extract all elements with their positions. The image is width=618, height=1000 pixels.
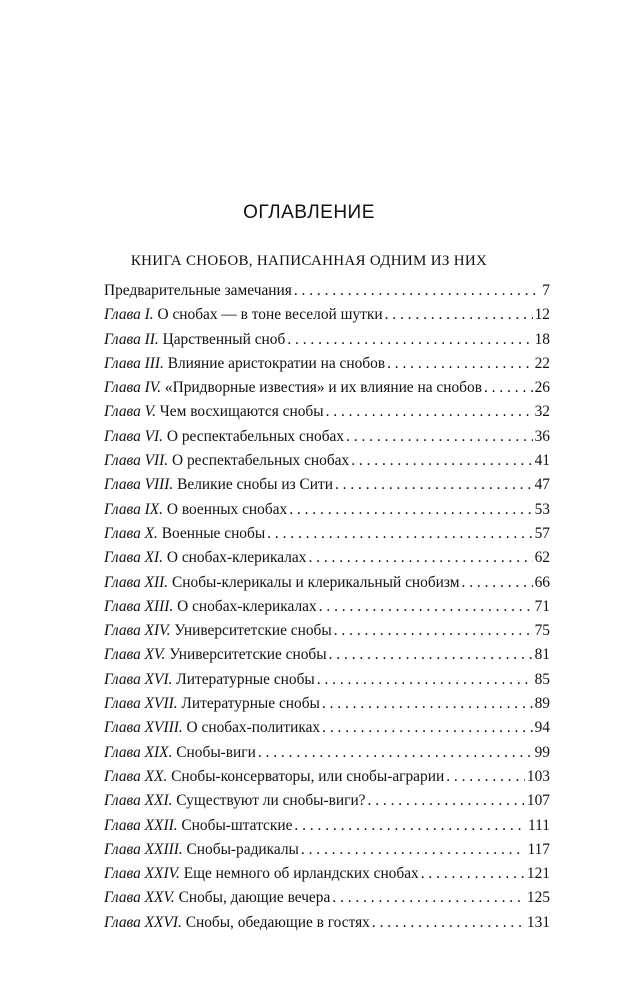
chapter-title: Великие снобы из Сити <box>177 476 333 494</box>
chapter-title: Снобы-радикалы <box>186 840 299 858</box>
dot-leader <box>335 473 533 497</box>
toc-entry-label <box>104 425 344 449</box>
chapter-number: Глава XIV. <box>104 622 171 640</box>
dot-leader <box>368 789 525 813</box>
chapter-number: Глава IX. <box>104 500 164 518</box>
toc-entry <box>104 352 550 376</box>
chapter-number: Глава XXII. <box>104 816 178 834</box>
toc-entry-label <box>104 595 317 619</box>
toc-entry <box>104 814 550 838</box>
page-number: 57 <box>534 524 550 542</box>
toc-entry <box>104 571 550 595</box>
chapter-title: Еще немного об ирландских снобах <box>183 865 419 883</box>
chapter-number: Глава VII. <box>104 452 169 470</box>
toc-entry-label <box>104 862 419 886</box>
toc-entry <box>104 862 550 886</box>
toc-entry <box>104 279 550 303</box>
dot-leader <box>351 449 532 473</box>
chapter-number: Глава III. <box>104 354 164 372</box>
chapter-number: Глава XIII. <box>104 597 174 615</box>
dot-leader <box>319 595 533 619</box>
page-title: ОГЛАВЛЕНИЕ <box>243 202 375 223</box>
chapter-title: Предварительные замечания <box>104 282 292 299</box>
page-number: 66 <box>534 573 550 591</box>
table-of-contents <box>104 279 550 935</box>
toc-entry-label <box>104 765 444 789</box>
chapter-title: О снобах-клерикалах <box>166 549 307 567</box>
dot-leader <box>294 814 526 838</box>
dot-leader <box>484 376 533 400</box>
dot-leader <box>332 886 525 910</box>
page-number: 131 <box>526 913 550 931</box>
chapter-title: О военных снобах <box>166 500 288 518</box>
toc-entry-label <box>104 279 292 303</box>
chapter-title: Университетские снобы <box>169 646 327 664</box>
page-number: 85 <box>534 670 550 688</box>
chapter-title: О респектабельных снобах <box>172 452 350 470</box>
dot-leader <box>326 400 533 424</box>
chapter-title: Университетские снобы <box>174 622 332 640</box>
chapter-number: Глава XXV. <box>104 889 175 907</box>
toc-entry-label <box>104 741 256 765</box>
toc-entry <box>104 376 550 400</box>
dot-leader <box>421 862 525 886</box>
chapter-number: Глава XI. <box>104 549 164 567</box>
page-number: 36 <box>534 427 550 445</box>
toc-entry <box>104 303 550 327</box>
chapter-title: Влияние аристократии на снобов <box>167 354 386 372</box>
toc-entry <box>104 765 550 789</box>
toc-entry <box>104 643 550 667</box>
toc-entry-label <box>104 886 330 910</box>
chapter-number: Глава XXI. <box>104 792 173 810</box>
chapter-title: Снобы-виги <box>176 743 256 761</box>
chapter-title: Снобы, обедающие в гостях <box>185 913 370 931</box>
toc-entry-label <box>104 352 385 376</box>
chapter-number: Глава II. <box>104 330 159 348</box>
chapter-number: Глава XX. <box>104 767 168 785</box>
dot-leader <box>289 498 532 522</box>
page-number: 7 <box>542 282 550 299</box>
page-number: 41 <box>534 452 550 470</box>
page-number: 22 <box>534 354 550 372</box>
chapter-number: Глава VIII. <box>104 476 174 494</box>
toc-entry <box>104 473 550 497</box>
page-number: 94 <box>534 719 550 737</box>
dot-leader <box>462 571 533 595</box>
page-number: 81 <box>534 646 550 664</box>
chapter-title: О респектабельных снобах <box>166 427 345 445</box>
dot-leader <box>308 546 532 570</box>
dot-leader <box>301 838 526 862</box>
page-number: 32 <box>534 403 550 421</box>
chapter-title: Снобы-клерикалы и клерикальный снобизм <box>172 573 460 591</box>
dot-leader <box>334 619 533 643</box>
toc-entry-label <box>104 814 292 838</box>
page-number: 99 <box>534 743 550 761</box>
chapter-number: Глава VI. <box>104 427 164 445</box>
dot-leader <box>267 522 532 546</box>
dot-leader <box>322 716 532 740</box>
toc-entry <box>104 668 550 692</box>
page-number: 62 <box>534 549 550 567</box>
chapter-title: Снобы-штатские <box>181 816 293 834</box>
chapter-title: Снобы-консерваторы, или снобы-аграрии <box>171 767 445 785</box>
chapter-number: Глава XV. <box>104 646 166 664</box>
toc-entry <box>104 911 550 935</box>
page-number: 12 <box>534 306 550 324</box>
chapter-title: Литературные снобы <box>181 695 320 713</box>
toc-entry-label <box>104 449 349 473</box>
dot-leader <box>372 911 525 935</box>
page-number: 117 <box>527 840 550 858</box>
chapter-title: Снобы, дающие вечера <box>178 889 331 907</box>
dot-leader <box>258 741 533 765</box>
toc-entry <box>104 789 550 813</box>
toc-entry <box>104 716 550 740</box>
toc-entry-label <box>104 838 299 862</box>
page-number: 107 <box>526 792 550 810</box>
page-number: 75 <box>534 622 550 640</box>
toc-entry-label <box>104 571 460 595</box>
toc-entry-label <box>104 303 383 327</box>
dot-leader <box>329 643 533 667</box>
chapter-title: О снобах-клерикалах <box>177 597 317 615</box>
chapter-number: Глава XII. <box>104 573 169 591</box>
page-number: 125 <box>526 889 550 907</box>
toc-entry <box>104 546 550 570</box>
chapter-title: Царственный сноб <box>162 330 286 348</box>
chapter-number: Глава XXVI. <box>104 913 182 931</box>
toc-entry-label <box>104 789 366 813</box>
dot-leader <box>294 279 540 303</box>
chapter-title: Военные снобы <box>161 524 266 542</box>
chapter-title: «Придворные известия» и их влияние на снобов <box>164 379 482 397</box>
chapter-title: Литературные снобы <box>176 670 315 688</box>
page-number: 53 <box>534 500 550 518</box>
chapter-number: Глава I. <box>104 306 154 324</box>
chapter-title: Чем восхищаются снобы <box>159 403 324 421</box>
chapter-title: Существуют ли снобы-виги? <box>176 792 366 810</box>
chapter-number: Глава XVI. <box>104 670 173 688</box>
page-number: 103 <box>526 767 550 785</box>
toc-entry <box>104 400 550 424</box>
page-number: 89 <box>534 695 550 713</box>
toc-entry <box>104 522 550 546</box>
dot-leader <box>287 328 532 352</box>
chapter-number: Глава XXIV. <box>104 865 180 883</box>
chapter-number: Глава XXIII. <box>104 840 183 858</box>
toc-entry-label <box>104 716 320 740</box>
toc-entry <box>104 498 550 522</box>
chapter-number: Глава X. <box>104 524 158 542</box>
toc-entry <box>104 886 550 910</box>
toc-entry-label <box>104 546 306 570</box>
toc-entry <box>104 449 550 473</box>
toc-entry-label <box>104 643 327 667</box>
toc-entry <box>104 425 550 449</box>
toc-entry-label <box>104 692 320 716</box>
dot-leader <box>446 765 525 789</box>
chapter-title: О снобах — в тоне веселой шутки <box>157 306 383 324</box>
toc-entry-label <box>104 376 482 400</box>
toc-entry-label <box>104 473 333 497</box>
chapter-number: Глава XVII. <box>104 695 178 713</box>
toc-entry <box>104 595 550 619</box>
dot-leader <box>387 352 533 376</box>
page-number: 71 <box>534 597 550 615</box>
toc-entry-label <box>104 668 315 692</box>
toc-entry-label <box>104 498 287 522</box>
chapter-number: Глава V. <box>104 403 156 421</box>
toc-entry <box>104 741 550 765</box>
book-subtitle: КНИГА СНОБОВ, НАПИСАННАЯ ОДНИМ ИЗ НИХ <box>130 253 488 269</box>
toc-entry <box>104 619 550 643</box>
toc-entry <box>104 328 550 352</box>
chapter-number: Глава XVIII. <box>104 719 183 737</box>
toc-entry <box>104 838 550 862</box>
toc-entry-label <box>104 911 370 935</box>
page-number: 18 <box>534 330 550 348</box>
page-number: 47 <box>534 476 550 494</box>
page-number: 111 <box>528 816 550 834</box>
dot-leader <box>317 668 533 692</box>
toc-entry <box>104 692 550 716</box>
dot-leader <box>322 692 533 716</box>
toc-entry-label <box>104 522 265 546</box>
dot-leader <box>385 303 533 327</box>
chapter-number: Глава IV. <box>104 379 162 397</box>
dot-leader <box>346 425 533 449</box>
toc-entry-label <box>104 400 324 424</box>
chapter-title: О снобах-политиках <box>186 719 321 737</box>
chapter-number: Глава XIX. <box>104 743 173 761</box>
page-number: 26 <box>534 379 550 397</box>
toc-entry-label <box>104 328 285 352</box>
page-number: 121 <box>526 865 550 883</box>
toc-entry-label <box>104 619 332 643</box>
